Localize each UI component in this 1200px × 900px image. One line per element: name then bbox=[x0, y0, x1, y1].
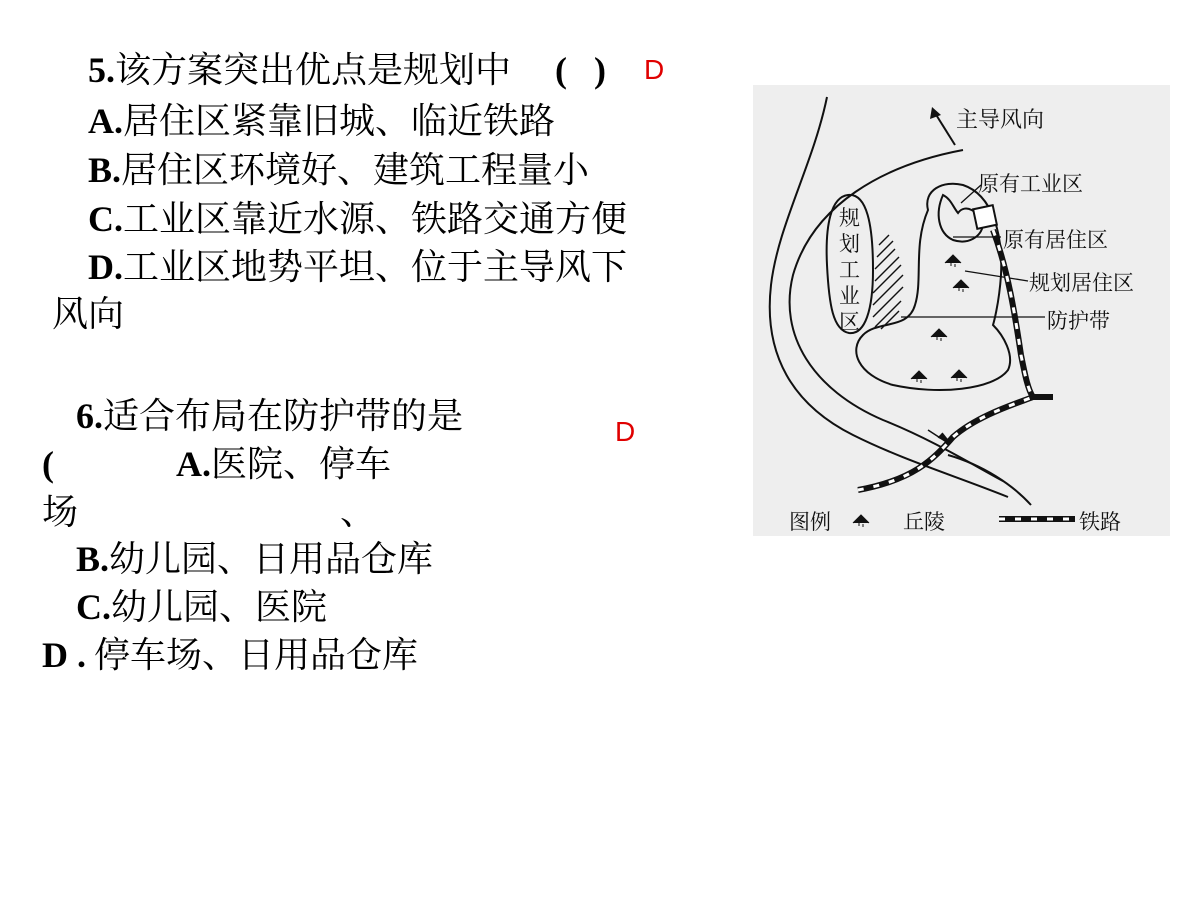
q6-number: 6. bbox=[76, 396, 103, 436]
q5-option-b-text: 居住区环境好、建筑工程量小 bbox=[121, 150, 590, 191]
q5-stem-line bbox=[88, 46, 606, 95]
svg-text:划: 划 bbox=[839, 232, 860, 256]
q5-number: 5. bbox=[88, 50, 115, 90]
planning-map bbox=[753, 85, 1170, 536]
q6-option-c-text: 幼儿园、医院 bbox=[111, 587, 328, 628]
q6-answer: D bbox=[615, 416, 636, 447]
q6-stem-line bbox=[76, 392, 463, 441]
legend-rail-label: 铁路 bbox=[1079, 510, 1121, 534]
q5-option-c-text: 工业区靠近水源、铁路交通方便 bbox=[123, 199, 628, 240]
q5-option-b bbox=[88, 146, 589, 195]
q6-option-a bbox=[176, 440, 391, 489]
q5-answer: D bbox=[644, 54, 665, 85]
legend-title: 图例 bbox=[789, 510, 831, 534]
q5-paren: ( ) bbox=[555, 50, 606, 90]
protection-belt-hatch bbox=[873, 235, 903, 329]
q5-option-b-letter: B. bbox=[88, 150, 122, 190]
q5-option-d bbox=[88, 243, 627, 292]
q6-option-d-letter: D . bbox=[42, 635, 86, 675]
map-label-old-industry: 原有工业区 bbox=[978, 172, 1083, 196]
legend-hill-label: 丘陵 bbox=[903, 510, 945, 534]
q6-option-a-text: 医院、停车 bbox=[211, 444, 392, 485]
map-label-old-residential: 原有居住区 bbox=[1003, 228, 1108, 252]
q6-option-d bbox=[42, 631, 418, 680]
hill-icons bbox=[911, 255, 969, 383]
q6-option-c bbox=[76, 583, 327, 632]
q5-option-d-text: 工业区地势平坦、位于主导风下 bbox=[123, 247, 628, 288]
planned-industry-label bbox=[839, 206, 860, 334]
map-label-wind: 主导风向 bbox=[956, 108, 1045, 133]
q6-option-a-wrap: 场 bbox=[42, 492, 79, 533]
q6-option-d-text: 停车场、日用品仓库 bbox=[94, 635, 419, 676]
svg-text:区: 区 bbox=[839, 310, 860, 334]
q5-option-a-letter: A. bbox=[88, 101, 123, 141]
q5-option-a-text: 居住区紧靠旧城、临近铁路 bbox=[123, 101, 556, 142]
q6-option-b bbox=[76, 535, 433, 584]
svg-text:业: 业 bbox=[839, 284, 860, 308]
q5-option-d-wrap: 风向 bbox=[52, 294, 125, 335]
q6-option-c-letter: C. bbox=[76, 587, 111, 627]
q5-stem: 该方案突出优点是规划中 bbox=[115, 50, 512, 91]
wind-arrow-icon bbox=[930, 107, 955, 145]
q6-stray-mark: 、 bbox=[340, 492, 377, 533]
q6-stem: 适合布局在防护带的是 bbox=[103, 396, 464, 437]
legend-hill-icon bbox=[853, 515, 869, 527]
q6-option-b-letter: B. bbox=[76, 539, 110, 579]
q5-option-d-letter: D. bbox=[88, 247, 123, 287]
svg-text:规: 规 bbox=[839, 206, 860, 230]
q6-option-b-text: 幼儿园、日用品仓库 bbox=[109, 539, 434, 580]
q6-paren-open: ( bbox=[42, 444, 54, 484]
q5-option-a bbox=[88, 97, 555, 146]
q6-option-a-letter: A. bbox=[176, 444, 211, 484]
svg-text:工: 工 bbox=[839, 258, 860, 282]
old-residential-square bbox=[973, 205, 997, 229]
q5-option-c bbox=[88, 195, 627, 244]
map-label-protection-belt: 防护带 bbox=[1047, 309, 1110, 333]
map-legend bbox=[789, 510, 1121, 534]
map-label-planned-residential: 规划居住区 bbox=[1029, 271, 1134, 295]
q5-option-c-letter: C. bbox=[88, 199, 123, 239]
